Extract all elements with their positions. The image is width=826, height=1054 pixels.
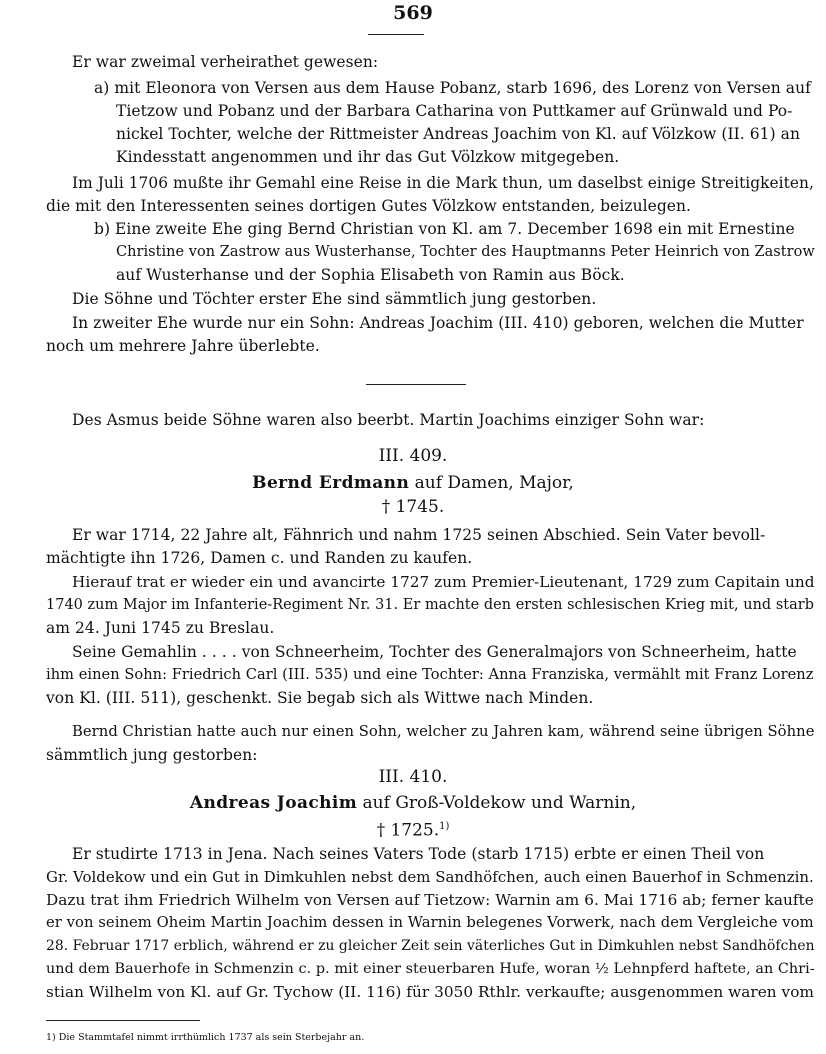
marriage-b-line: Christine von Zastrow aus Wusterhanse, Tochter des Hauptmanns Peter Heinrich von Zastrow (116, 244, 815, 260)
entry-410-name: Andreas Joachim (189, 793, 358, 813)
entry-409-name: Bernd Erdmann (252, 473, 410, 493)
journey-line: Im Juli 1706 mußte ihr Gemahl eine Reise in die Mark thun, um daselbst einige Streitigkeiten, (72, 174, 814, 192)
entry-409-title-rest: auf Damen, Major, (409, 473, 574, 493)
footnote: 1) Die Stammtafel nimmt irrthümlich 1737 als sein Sterbejahr an. (46, 1032, 365, 1043)
marriage-a-line: nickel Tochter, welche der Rittmeister Andreas Joachim von Kl. auf Völzkow (II. 61) an (116, 125, 800, 143)
entry-409-text-line: Hierauf trat er wieder ein und avancirte 1727 zum Premier-Lieutenant, 1729 zum Capitain und (72, 573, 815, 591)
entry-409-text-line: am 24. Juni 1745 zu Breslau. (46, 619, 275, 637)
children-line: In zweiter Ehe wurde nur ein Sohn: Andreas Joachim (III. 410) geboren, welchen die Mutter (72, 314, 804, 332)
entry-410-text-line: Gr. Voldekow und ein Gut in Dimkuhlen nebst dem Sandhöfchen, auch einen Bauerhof in Schmenzin. (46, 868, 814, 886)
entry-409-text-line: von Kl. (III. 511), geschenkt. Sie begab sich als Wittwe nach Minden. (46, 689, 594, 707)
children-line: Die Söhne und Töchter erster Ehe sind sämmtlich jung gestorben. (72, 290, 597, 308)
journey-line: die mit den Interessenten seines dortigen Gutes Völzkow entstanden, beizulegen. (46, 197, 692, 215)
entry-410-title-rest: auf Groß-Voldekow und Warnin, (357, 793, 637, 813)
bridge-line: sämmtlich jung gestorben: (46, 746, 258, 764)
entry-409-title (0, 472, 826, 494)
children-line: noch um mehrere Jahre überlebte. (46, 337, 320, 355)
entry-410-title (0, 792, 826, 814)
page-number-rule (368, 34, 424, 35)
entry-409-text-line: Seine Gemahlin . . . . von Schneerheim, Tochter des Generalmajors von Schneerheim, hatte (72, 643, 797, 661)
entry-409-text-line: Er war 1714, 22 Jahre alt, Fähnrich und nahm 1725 seinen Abschied. Sein Vater bevoll- (72, 526, 766, 544)
entry-410-death (0, 816, 826, 842)
marriage-a-line: a) mit Eleonora von Versen aus dem Hause Pobanz, starb 1696, des Lorenz von Versen auf (94, 79, 811, 97)
marriage-b-line: auf Wusterhanse und der Sophia Elisabeth von Ramin aus Böck. (116, 266, 625, 284)
marriage-intro: Er war zweimal verheirathet gewesen: (72, 53, 379, 71)
entry-410-text-line: Dazu trat ihm Friedrich Wilhelm von Versen auf Tietzow: Warnin am 6. Mai 1716 ab; ferner kaufte (46, 891, 814, 909)
entry-410-text-line: 28. Februar 1717 erblich, während er zu gleicher Zeit sein väterliches Gut in Dimkuhlen nebst Sandhöfchen (46, 938, 815, 954)
transition-text: Des Asmus beide Söhne waren also beerbt. Martin Joachims einziger Sohn war: (72, 411, 705, 429)
entry-410-death-year: † 1725. (376, 820, 440, 841)
entry-410-text-line: er von seinem Oheim Martin Joachim dessen in Warnin belegenes Vorwerk, nach dem Vergleiche vom (46, 914, 814, 931)
entry-410-text-line: und dem Bauerhofe in Schmenzin c. p. mit einer steuerbaren Hufe, woran ½ Lehnpferd haftete, an Chri- (46, 961, 815, 977)
marriage-a-line: Tietzow und Pobanz und der Barbara Catharina von Puttkamer auf Grünwald und Po- (116, 102, 793, 120)
bridge-line: Bernd Christian hatte auch nur einen Sohn, welcher zu Jahren kam, während seine übrigen Söhne (72, 723, 815, 740)
entry-409-text-line: 1740 zum Major im Infanterie-Regiment Nr. 31. Er machte den ersten schlesischen Krieg mit, und starb (46, 597, 815, 613)
footnote-rule (46, 1020, 200, 1021)
entry-409-text-line: mächtigte ihn 1726, Damen c. und Randen zu kaufen. (46, 549, 473, 567)
entry-409-text-line: ihm einen Sohn: Friedrich Carl (III. 535) und eine Tochter: Anna Franziska, vermählt mit Franz Lorenz (46, 666, 814, 683)
footnote-marker: 1) (439, 821, 450, 832)
page-number: 569 (393, 2, 433, 24)
marriage-a-line: Kindesstatt angenommen und ihr das Gut Völzkow mitgegeben. (116, 148, 620, 166)
entry-410-text-line: stian Wilhelm von Kl. auf Gr. Tychow (II. 116) für 3050 Rthlr. verkaufte; ausgenommen waren vom (46, 983, 814, 1001)
entry-410-text-line: Er studirte 1713 in Jena. Nach seines Vaters Tode (starb 1715) erbte er einen Theil von (72, 845, 765, 863)
entry-409-number: III. 409. (378, 446, 448, 466)
marriage-b-line: b) Eine zweite Ehe ging Bernd Christian von Kl. am 7. December 1698 ein mit Ernestine (94, 220, 795, 238)
entry-410-number: III. 410. (378, 767, 448, 787)
section-divider (366, 384, 466, 385)
entry-409-death: † 1745. (381, 497, 445, 517)
